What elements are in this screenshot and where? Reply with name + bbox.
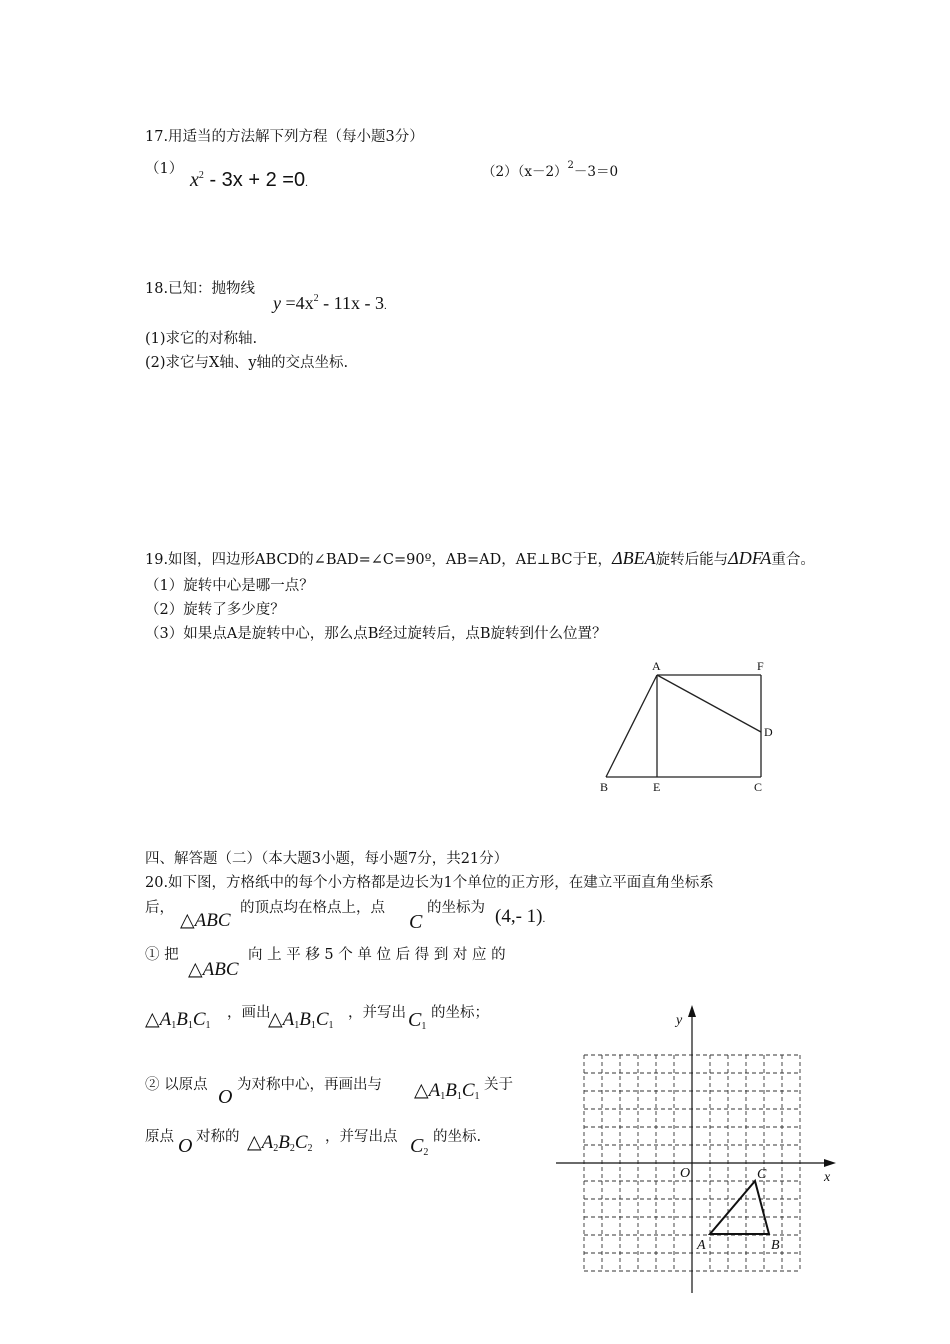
q17-part1-equation: $x^2 - 3x + 2 =0$. xyxy=(190,169,308,191)
q20-c1: $C_1$ xyxy=(408,1009,427,1032)
q20-tri-abc: △ABC xyxy=(180,910,231,931)
q20-line1: 20.如下图，方格纸中的每个小方格都是边长为1个单位的正方形，在建立平面直角坐标系 xyxy=(145,875,714,891)
grid-label-c: C xyxy=(757,1167,767,1182)
q19-intro: 19.如图，四边形ABCD的∠BAD=∠C=90º，AB=AD，AE⊥BC于E，ΔBEA旋转后能与ΔDFA重合。 xyxy=(145,548,815,568)
label-C: C xyxy=(754,780,763,794)
q20-origin-2: O xyxy=(178,1135,193,1157)
q20-line2-b: 的顶点均在格点上，点 xyxy=(240,900,385,916)
triangle-abc xyxy=(710,1181,769,1234)
q20-c2: $C_2$ xyxy=(410,1135,429,1158)
q20-p2-g: 的坐标. xyxy=(433,1129,482,1145)
q18-intro: 18.已知：抛物线 xyxy=(145,281,256,297)
grid-label-x: x xyxy=(824,1170,831,1185)
q20-coord: (4,- 1). xyxy=(495,906,546,927)
grid-label-o: O xyxy=(680,1166,691,1181)
grid-label-y: y xyxy=(676,1013,683,1028)
label-B: B xyxy=(600,780,609,794)
q20-p2-c: 关于 xyxy=(484,1077,513,1093)
q20-p1-c: ，画出 xyxy=(227,1005,271,1021)
q20-tri-a2b2c2: $\triangle A_2B_2C_2$ xyxy=(247,1132,313,1154)
q18-part2: (2)求它与X轴、y轴的交点坐标. xyxy=(145,355,349,371)
label-D: D xyxy=(764,725,773,739)
q19-part2: （2）旋转了多少度？ xyxy=(145,602,285,618)
q20-p2-f: ，并写出点 xyxy=(325,1129,398,1145)
q20-p1-a: ① 把 xyxy=(145,947,179,963)
q20-p2-e: 对称的 xyxy=(196,1129,240,1145)
q20-line2: 后， xyxy=(145,900,174,916)
q18-equation: $y =4x^2 - 11x - 3$. xyxy=(273,293,387,313)
q20-p1-b: 向 上 平 移 5 个 单 位 后 得 到 对 应 的 xyxy=(248,947,506,963)
grid-label-b: B xyxy=(771,1238,780,1253)
q20-point-c: C xyxy=(409,911,423,933)
y-axis-arrow xyxy=(688,1005,696,1017)
q20-p2-d: 原点 xyxy=(145,1129,174,1145)
q17-title: 17.用适当的方法解下列方程（每小题3分） xyxy=(145,129,424,145)
q20-p1-tri: △ABC xyxy=(188,959,239,980)
q17-part2: $(2)(x-2)^2-3=0$ xyxy=(482,160,619,180)
q20-line2-c: 的坐标为 xyxy=(427,900,485,916)
q20-tri-a1b1c1-3: $\triangle A_1B_1C_1$ xyxy=(414,1080,480,1102)
grid-label-a: A xyxy=(697,1238,706,1253)
section4-title: 四、解答题（二）（本大题3小题，每小题7分，共21分） xyxy=(145,851,509,867)
label-A: A xyxy=(652,659,661,673)
q20-p1-d: ，并写出 xyxy=(348,1005,406,1021)
x-axis-arrow xyxy=(824,1159,836,1167)
q20-p1-e: 的坐标； xyxy=(431,1005,489,1021)
q17-part1-label: （1） xyxy=(145,161,184,177)
q19-part1: （1）旋转中心是哪一点？ xyxy=(145,578,314,594)
q20-p2-a: ② 以原点 xyxy=(145,1077,208,1093)
q18-part1: (1)求它的对称轴. xyxy=(145,331,258,347)
label-F: F xyxy=(757,659,764,673)
q20-origin-1: O xyxy=(218,1086,233,1108)
label-E: E xyxy=(653,780,661,794)
q20-p2-b: 为对称中心，再画出与 xyxy=(237,1077,382,1093)
q19-part3: （3）如果点A是旋转中心，那么点B经过旋转后，点B旋转到什么位置？ xyxy=(145,626,607,642)
q20-tri-a1b1c1-1: $\triangle A_1B_1C_1$ xyxy=(145,1009,211,1031)
q20-tri-a1b1c1-2: $\triangle A_1B_1C_1$ xyxy=(268,1009,334,1031)
